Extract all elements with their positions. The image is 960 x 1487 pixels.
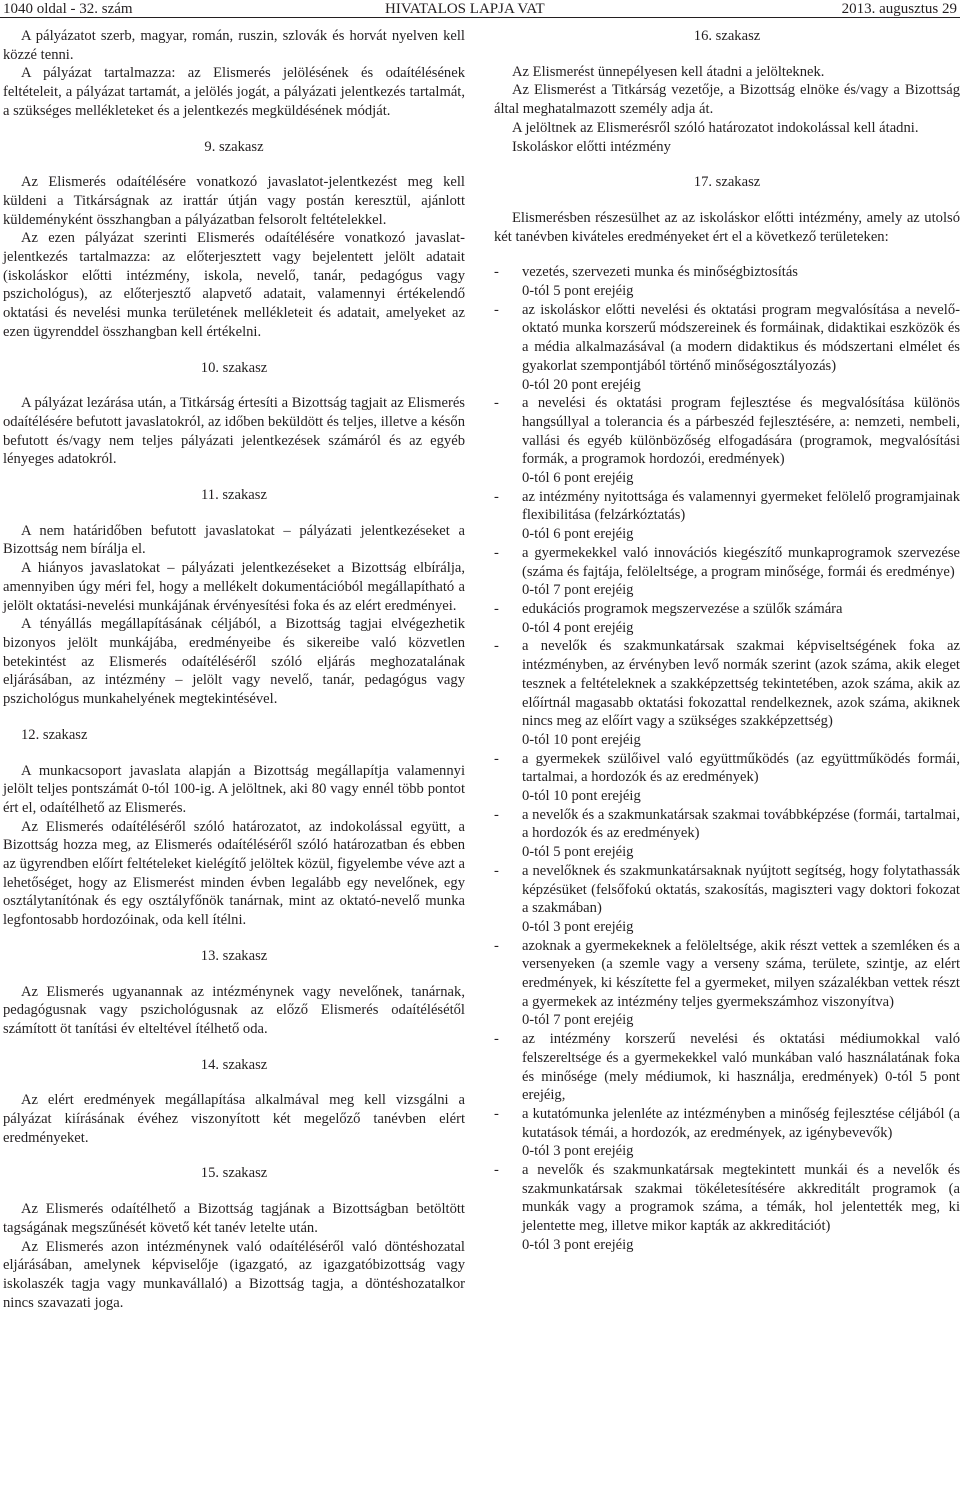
criteria-points: 0-tól 6 pont erejéig xyxy=(522,526,634,543)
paragraph: A tényállás megállapításának céljából, a Bizottság tagjai elvégezhetik bizonyos jelölt munkájába, eredményeibe és sikereibe való közvetlen betekintést az Elismerés odaítéléséről szóló eljárás meghozatalának eljárásában, az intézmény – jelölt vagy nevelő, tanár, pedagógus vagy pszichológus munkahelyének megtekintésével. xyxy=(3,616,465,708)
criteria-list xyxy=(494,263,960,1254)
paragraph: Az Elismerés odaítélhető a Bizottság tagjának a Bizottságban betöltött tagságának megszűnését követő két tanév letelte után. xyxy=(3,1201,465,1236)
publication-date: 2013. augusztus 29 xyxy=(841,1,957,17)
list-dash: - xyxy=(494,1031,499,1048)
criteria-item xyxy=(494,600,960,637)
criteria-item xyxy=(494,1030,960,1105)
section-heading: 10. szakasz xyxy=(200,359,268,376)
paragraph: Az Elismerés azon intézménynek való odaítéléséről való döntéshozatal eljárásában, amelynek képviselője (igazgató, az igazgatóbizottság vagy iskolaszék tagja vagy munkavállaló) a Bizottság tagja, a döntéshozatalkor nincs szavazati joga. xyxy=(3,1238,465,1311)
list-dash: - xyxy=(494,937,499,954)
criteria-item xyxy=(494,1161,960,1255)
criteria-points: 0-tól 20 pont erejéig xyxy=(522,376,641,393)
paragraph: Az elért eredmények megállapítása alkalmával meg kell vizsgálni a pályázat kiírásának évéhez viszonyított két megelőző tanévben elért eredményeket. xyxy=(3,1092,465,1146)
section-heading: 16. szakasz xyxy=(693,28,761,44)
section-heading: 12. szakasz xyxy=(21,726,88,743)
list-dash: - xyxy=(494,600,499,617)
paragraph: A jelöltnek az Elismerésről szóló határozatot indokolással kell átadni. xyxy=(512,119,919,136)
paragraph: A munkacsoport javaslata alapján a Bizottság megállapítja valamennyi jelölt teljes pontszámát 0-tól 100-ig. A jelöltnek, aki 80 vagy ennél több pontot ért el, odaítélhető az Elismerés. xyxy=(3,762,465,816)
criteria-points: 0-tól 3 pont erejéig xyxy=(522,918,634,935)
criteria-text: a gyermekekkel való innovációs kiegészítő munkaprogramok szervezése (száma és fajtája, felöleltsége, a program minősége, formái és eredménye) xyxy=(522,544,960,580)
list-dash: - xyxy=(494,638,499,655)
list-dash: - xyxy=(494,1162,499,1179)
criteria-item xyxy=(494,937,960,1031)
section-heading: 9. szakasz xyxy=(204,138,264,155)
criteria-item xyxy=(494,750,960,806)
criteria-text: az intézmény korszerű nevelési és oktatási médiumokkal való felszereltsége és a gyermekekkel való munkában való használatának foka és minősége (mely médiumok, ki használja, eredmények) 0-tól 5 pont erejéig, xyxy=(522,1031,960,1104)
criteria-points: 0-tól 4 pont erejéig xyxy=(522,619,634,636)
list-dash: - xyxy=(494,1105,499,1122)
paragraph: Az Elismerés odaítéléséről szóló határozatot, az indokolással együtt, a Bizottság hozza meg, az Elismerés odaítéléséről szóló határozatban és ebben az ügyrendben előírt feltételeket kielégítő jelöltek közül, figyelembe véve azt a lehetőséget, hogy az Elismerést minden évben legalább egy nevelőnek, egy osztálytanítónak és egy osztályfőnök tanárnak, mint az oktató-nevelő munka legfontosabb hordozóinak, oda kell ítélni. xyxy=(3,818,465,929)
list-dash: - xyxy=(494,488,499,505)
criteria-text: a gyermekek szülőivel való együttműködés (az együttműködés formái, tartalmai, a hordozók és az eredmények) xyxy=(522,750,960,786)
paragraph: Elismerésben részesülhet az az iskoláskor előtti intézmény, amely az utolsó két tanévben kiváteles eredményeket ért el a következő területeken: xyxy=(494,209,960,245)
criteria-points: 0-tól 3 pont erejéig xyxy=(522,1143,634,1160)
paragraph: Az Elismerést ünnepélyesen kell átadni a jelölteknek. xyxy=(512,63,825,80)
criteria-points: 0-tól 10 pont erejéig xyxy=(522,788,641,805)
criteria-text: azoknak a gyermekeknek a felöleltsége, akik részt vettek a szemléken és a versenyeken (a szemle vagy a verseny száma, területe, szintje, az elért eredmények, ki készítette fel a gyermeket, milyen százalékban vettek részt a gyermekek az intézmény teljes gyermekszámhoz viszonyítva) xyxy=(522,937,960,1010)
list-dash: - xyxy=(494,750,499,767)
criteria-item xyxy=(494,806,960,862)
paragraph: Az Elismerés odaítélésére vonatkozó javaslatot-jelentkezést meg kell küldeni a Titkárságnak az irattár útján vagy postán keresztül, ajánlott küldeményként összhangban a pályázatban felsorolt feltételekkel. xyxy=(3,174,465,228)
list-dash: - xyxy=(494,806,499,823)
paragraph: Iskoláskor előtti intézmény xyxy=(512,138,671,155)
paragraph: Az ezen pályázat szerinti Elismerés odaítélésére vonatkozó javaslat-jelentkezés tartalmazza: az előterjesztett vagy bejelentett jelölt adatait (iskoláskor előtti intézmény, iskola, nevelő, tanár, pedagógus vagy pszichológus), az előterjesztő alapvető adatait, valamennyi értékelendő oktatási és nevelési munka területének mellékleteit és adatait, amelyeket az ezen ügyrenddel összhangban kell értékelni. xyxy=(3,230,465,340)
criteria-text: a nevelők és szakmunkatársak szakmai képviseltségének foka az intézményben, az érvényben levő normák szerint (azok száma, akik eleget tesznek a feltételeknek a szakképzettség tekintetében, azok száma, akik az előírtnál magasabb oktatási fokozattal rendelkeznek, azok száma, akiknek nincs meg az előírt vagy a szükséges szakképzettség) xyxy=(522,638,960,730)
criteria-item xyxy=(494,301,960,395)
paragraph: A pályázat lezárása után, a Titkárság értesíti a Bizottság tagjait az Elismerés odaítélésére befutott javaslatokról, az időben beküldött és teljes, illetve a későn befutott és/vagy nem teljes pályázati jelentkezések számáról és az egyéb lényeges adatokról. xyxy=(3,395,465,468)
list-dash: - xyxy=(494,544,499,561)
publication-title: HIVATALOS LAPJA VAT xyxy=(385,1,545,17)
criteria-text: a nevelők és a szakmunkatársak szakmai továbbképzése (formái, tartalmai, a hordozók és az eredmények) xyxy=(522,806,960,842)
criteria-text: a nevelők és szakmunkatársak megtekintett munkái és a nevelők és szakmunkatársak szakmai tökéletesítésére akkreditált programok (a munkák vagy a programok száma, a témák, hol jelentették meg, ki jelentette meg, illetve mikor kapták az akkreditációt) xyxy=(522,1162,960,1235)
criteria-points: 0-tól 5 pont erejéig xyxy=(522,844,634,861)
criteria-text: a nevelési és oktatási program fejlesztése és megvalósítása különös hangsúllyal a tolerancia és a párbeszéd fejlesztésére, a: nemzeti, nembeli, vallási és egyéb különbözőség elfogadására (programok, megvalósítási formák, a programok hordozói, eredmények) xyxy=(522,395,960,468)
criteria-item xyxy=(494,263,960,300)
criteria-item xyxy=(494,637,960,749)
paragraph: A nem határidőben befutott javaslatokat – pályázati jelentkezéseket a Bizottság nem bírálja el. xyxy=(3,522,465,558)
paragraph: Az Elismerés ugyanannak az intézménynek vagy nevelőnek, tanárnak, pedagógusnak vagy pszichológusnak az előző Elismerés odaítélésétől számított öt tanítási év elteltével ítélhető oda. xyxy=(3,983,465,1037)
paragraph: Az Elismerést a Titkárság vezetője, a Bizottság elnöke és/vagy a Bizottság által meghatalmazott személy adja át. xyxy=(494,82,960,118)
criteria-item xyxy=(494,1105,960,1161)
criteria-points: 0-tól 10 pont erejéig xyxy=(522,731,641,748)
criteria-points: 0-tól 7 pont erejéig xyxy=(522,582,634,599)
section-heading: 14. szakasz xyxy=(200,1056,268,1073)
section-heading: 17. szakasz xyxy=(693,174,761,191)
criteria-points: 0-tól 7 pont erejéig xyxy=(522,1012,634,1029)
list-dash: - xyxy=(494,301,499,318)
criteria-points: 0-tól 3 pont erejéig xyxy=(522,1236,634,1253)
section-heading: 13. szakasz xyxy=(200,947,268,964)
list-dash: - xyxy=(494,862,499,879)
left-column xyxy=(3,27,465,1312)
criteria-text: az intézmény nyitottsága és valamennyi gyermeket felölelő programjainak flexibilitása (felzárkóztatás) xyxy=(522,488,960,524)
criteria-text: a kutatómunka jelenléte az intézményben a minőség fejlesztése céljából (a kutatások témái, a hordozók, az eredmények, az igénybevevők) xyxy=(522,1105,960,1141)
criteria-item xyxy=(494,544,960,600)
criteria-points: 0-tól 6 pont erejéig xyxy=(522,470,634,487)
right-column xyxy=(494,27,960,1255)
paragraph: A pályázatot szerb, magyar, román, ruszin, szlovák és horvát nyelven kell közzé tenni. xyxy=(3,28,465,63)
criteria-item xyxy=(494,488,960,544)
list-dash: - xyxy=(494,264,499,281)
section-heading: 11. szakasz xyxy=(201,487,267,504)
list-dash: - xyxy=(494,395,499,412)
criteria-text: a nevelőknek és szakmunkatársaknak nyújtott segítség, hogy folytathassák képzésüket (felsőfokú oktatás, szakosítás, magiszteri vagy doktori fokozat a szakmában) xyxy=(522,862,960,917)
criteria-points: 0-tól 5 pont erejéig xyxy=(522,283,634,300)
page-header xyxy=(0,0,960,20)
criteria-item xyxy=(494,862,960,937)
criteria-text: edukációs programok megszervezése a szülők számára xyxy=(522,600,843,617)
paragraph: A hiányos javaslatokat – pályázati jelentkezéseket a Bizottság elbírálja, amennyiben úgy méri fel, hogy a mellékelt dokumentációból megállapítható a jelölt oktatási-nevelési munkájának érvényesítési foka és az elért eredményei. xyxy=(3,560,465,614)
page-number: 1040 oldal - 32. szám xyxy=(3,1,133,17)
criteria-text: vezetés, szervezeti munka és minőségbiztosítás xyxy=(522,264,798,281)
paragraph: A pályázat tartalmazza: az Elismerés jelölésének és odaítélésének feltételeit, a pályázat tartamát, a jelölés jogát, a pályázati jelentkezés tartalmát, a szükséges mellékleteket és a jelentkezés megküldésének módját. xyxy=(3,65,465,119)
section-heading: 15. szakasz xyxy=(200,1165,268,1182)
criteria-text: az iskoláskor előtti nevelési és oktatási program megvalósítása a nevelő-oktató munka korszerű módszereinek és formáinak, didaktikai eszközök és a média alkalmazásával (a modern didaktikus és módszertani elmélet és gyakorlat szempontjából történő minőségosztályozás) xyxy=(522,301,960,374)
header-rule xyxy=(0,17,960,18)
criteria-item xyxy=(494,394,960,488)
